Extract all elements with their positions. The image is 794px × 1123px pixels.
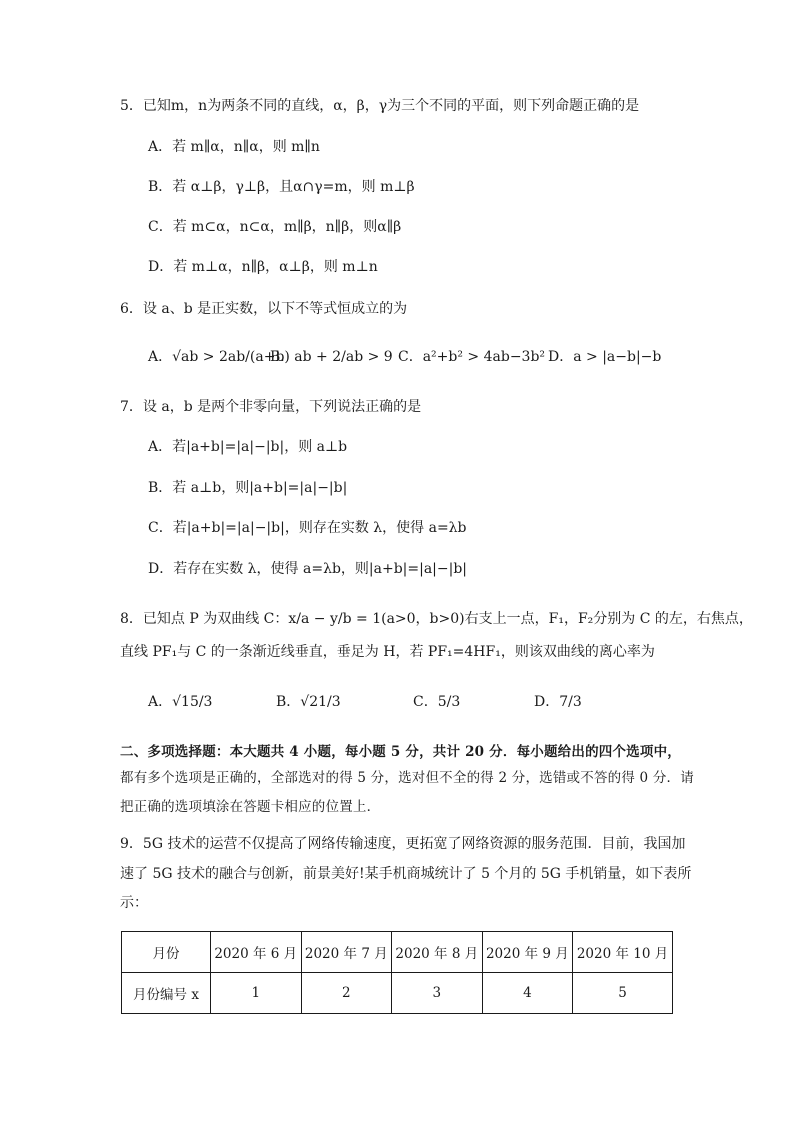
table-cell: 2020 年 7 月 [301,932,392,973]
q8-option-c: C．5/3 [413,694,461,710]
q5-option-a: A．若 m∥α，n∥α，则 m∥n [148,139,320,155]
q7-option-c: C．若|a+b|=|a|−|b|，则存在实数 λ，使得 a=λb [148,520,467,536]
q5-stem: 5．已知m，n为两条不同的直线，α，β，γ为三个不同的平面，则下列命题正确的是 [120,98,640,114]
q7-option-b: B．若 a⊥b，则|a+b|=|a|−|b| [148,480,348,496]
q5-option-d: D．若 m⊥α，n∥β，α⊥β，则 m⊥n [148,259,378,275]
section2-line-1: 二、多项选择题：本大题共 4 小题，每小题 5 分，共计 20 分．每小题给出的四个选项中， [120,744,681,760]
q6-option-a: A．√ab > 2ab/(a+b) [148,349,290,365]
table-header-cell: 月份编号 x [122,973,211,1014]
q9-line-1: 9．5G 技术的运营不仅提高了网络传输速度，更拓宽了网络资源的服务范围．目前，我国加 [120,836,686,852]
q7-option-d: D．若存在实数 λ，使得 a=λb，则|a+b|=|a|−|b| [148,561,468,577]
q6-option-b: B．ab + 2/ab > 9 [270,349,393,365]
q7-option-a: A．若|a+b|=|a|−|b|，则 a⊥b [148,439,348,455]
q8-line-2: 直线 PF₁与 C 的一条渐近线垂直，垂足为 H，若 PF₁=4HF₁，则该双曲线的离心率为 [120,644,655,660]
table-cell: 2 [301,973,392,1014]
q9-line-3: 示： [120,895,148,911]
section2-line-3: 把正确的选项填涂在答题卡相应的位置上． [120,799,381,815]
table-header-cell: 月份 [122,932,211,973]
table-cell: 3 [392,973,483,1014]
table-row [122,973,673,1014]
q5-option-b: B．若 α⊥β，γ⊥β，且α∩γ=m，则 m⊥β [148,179,415,195]
table-cell: 2020 年 8 月 [392,932,483,973]
q8-option-a: A．√15/3 [148,694,213,710]
sales-table [121,931,673,1014]
section2-line-2: 都有多个选项是正确的，全部选对的得 5 分，选对但不全的得 2 分，选错或不答的得 0 分．请 [120,770,694,786]
q5-option-c: C．若 m⊂α，n⊂α，m∥β，n∥β，则α∥β [148,219,402,235]
q6-option-d: D．a > |a−b|−b [548,349,662,365]
table-cell: 1 [211,973,302,1014]
table-cell: 4 [482,973,573,1014]
table-cell: 2020 年 10 月 [573,932,673,973]
table-cell: 2020 年 6 月 [211,932,302,973]
table-row [122,932,673,973]
q6-option-c: C．a²+b² > 4ab−3b² [398,349,546,365]
q8-option-d: D．7/3 [534,694,582,710]
q7-stem: 7．设 a，b 是两个非零向量，下列说法正确的是 [120,399,422,415]
q8-line-1: 8．已知点 P 为双曲线 C：x/a − y/b = 1(a>0，b>0)右支上一点，F₁，F₂分别为 C 的左，右焦点， [120,611,753,627]
q8-option-b: B．√21/3 [276,694,341,710]
q6-stem: 6．设 a、b 是正实数，以下不等式恒成立的为 [120,301,408,317]
table-cell: 5 [573,973,673,1014]
q9-line-2: 速了 5G 技术的融合与创新，前景美好!某手机商城统计了 5 个月的 5G 手机销量，如下表所 [120,866,692,882]
table-cell: 2020 年 9 月 [482,932,573,973]
